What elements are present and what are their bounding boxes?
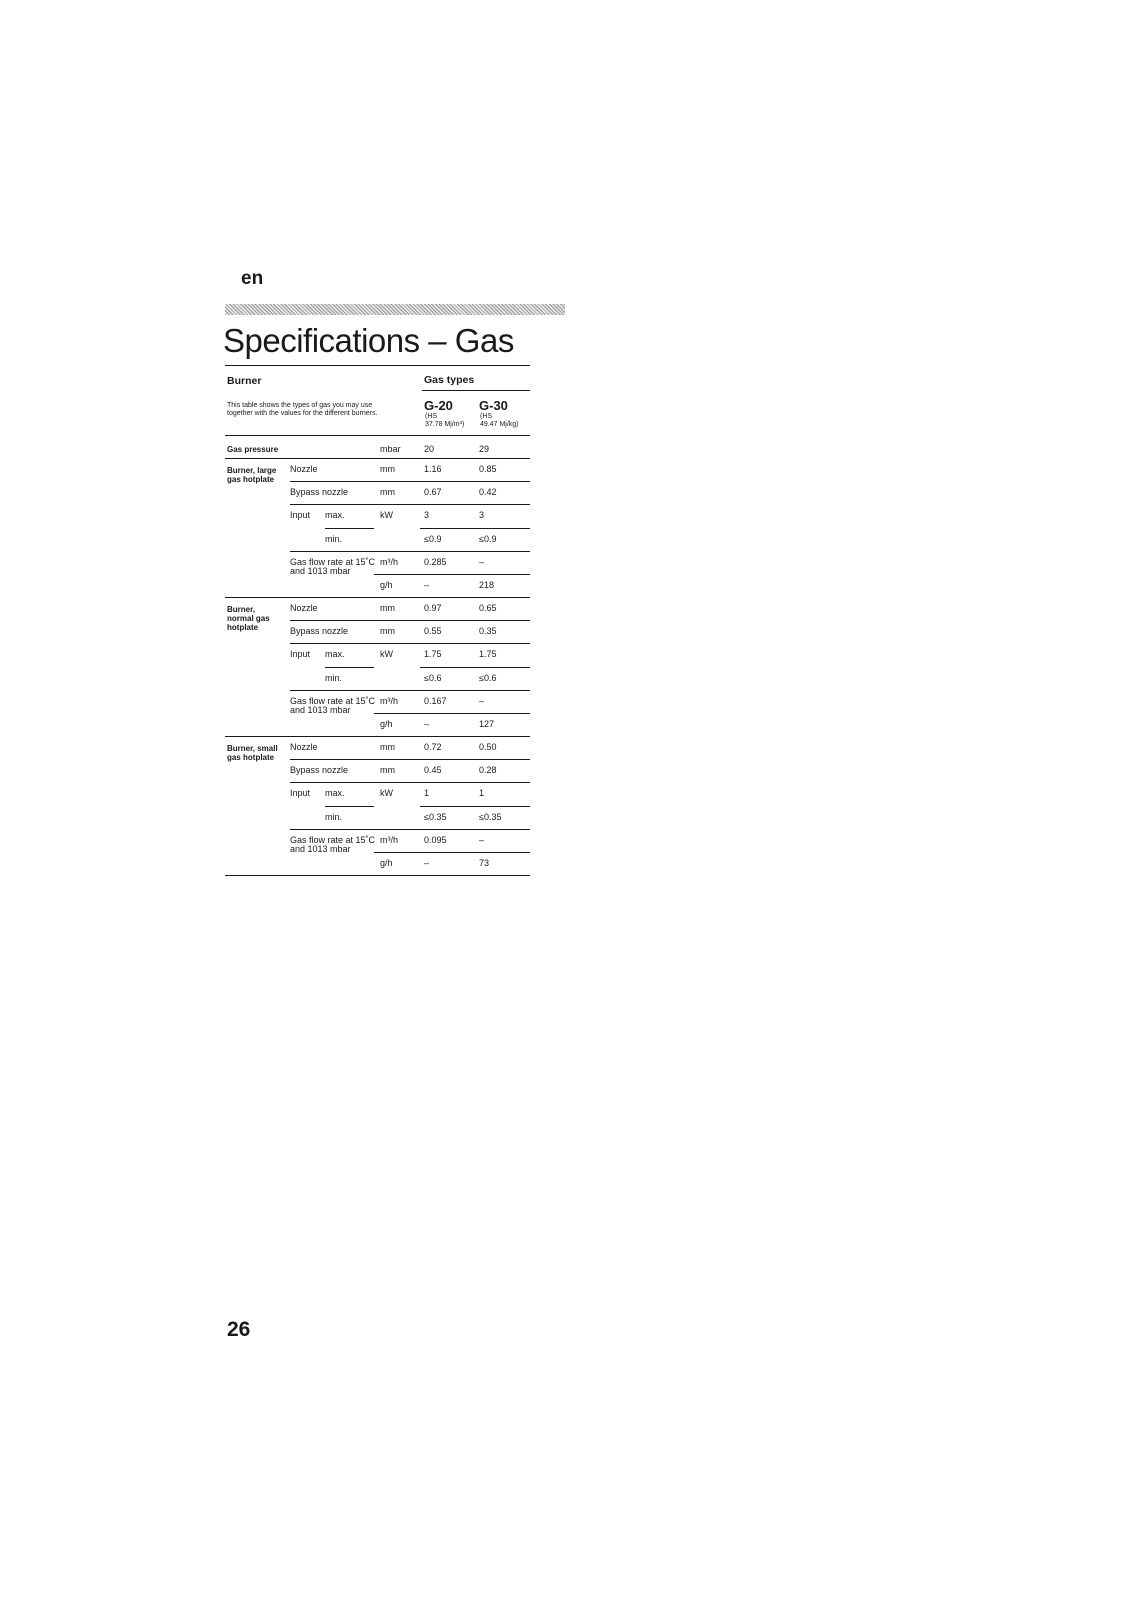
gas-pressure-g20: 20 — [424, 444, 435, 454]
gas-pressure-label: Gas pressure — [227, 445, 279, 454]
input-max-g20-value: 1.75 — [424, 649, 442, 660]
bypass-nozzle-unit: mm — [380, 626, 395, 637]
rule — [374, 574, 530, 575]
input-max-label: max. — [325, 649, 345, 660]
nozzle-label: Nozzle — [290, 603, 318, 613]
gas-g30-hs-label: (HS — [480, 413, 493, 420]
rule — [290, 829, 530, 830]
gas-flow-gh-g20-value: – — [424, 858, 430, 868]
bypass-nozzle-label: Bypass nozzle — [290, 765, 349, 776]
table-intro-line-2: together with the values for the different burners. — [227, 410, 378, 417]
gas-flow-m3h-g30-value: – — [479, 834, 485, 845]
bypass-nozzle-label: Bypass nozzle — [290, 487, 349, 498]
gas-g20-hs-label: (HS — [425, 413, 438, 420]
gas-flow-gh-unit: g/h — [380, 719, 393, 729]
gas-g20-calorific-value: 37.78 Mj/m³) — [425, 421, 465, 428]
rule — [374, 852, 530, 853]
nozzle-unit: mm — [380, 742, 395, 752]
rule — [290, 759, 530, 760]
input-max-unit: kW — [380, 649, 393, 660]
input-max-unit: kW — [380, 510, 393, 521]
bypass-nozzle-g30-value: 0.28 — [479, 765, 497, 776]
bypass-nozzle-g30-value: 0.35 — [479, 626, 497, 637]
burner-name-line: normal gas — [227, 614, 270, 623]
gas-flow-m3h-g20-value: 0.285 — [424, 556, 447, 567]
rule — [290, 620, 530, 621]
gas-flow-gh-g30-value: 127 — [479, 719, 495, 729]
hatched-divider — [225, 304, 565, 315]
gas-flow-label-line-1: Gas flow rate at 15˚C — [290, 695, 376, 706]
page-title: Specifications – Gas — [223, 322, 514, 359]
gas-flow-m3h-unit: m³/h — [380, 695, 398, 706]
input-min-g20-value: ≤0.6 — [424, 672, 442, 683]
gas-flow-m3h-g30-value: – — [479, 556, 485, 567]
burner-name-line: Burner, large — [227, 466, 277, 475]
input-min-label: min. — [325, 533, 343, 544]
input-min-g30-value: ≤0.6 — [479, 672, 497, 683]
gas-flow-label-line-2: and 1013 mbar — [290, 843, 351, 854]
nozzle-label: Nozzle — [290, 742, 318, 752]
input-max-g30-value: 3 — [479, 510, 485, 521]
rule — [290, 782, 530, 783]
gas-flow-m3h-g20-value: 0.095 — [424, 834, 447, 845]
nozzle-g20-value: 1.16 — [424, 464, 442, 474]
burner-name-line: Burner, — [227, 605, 256, 614]
burner-name-line: Burner, small — [227, 744, 278, 753]
input-max-g30-value: 1.75 — [479, 649, 497, 660]
gas-flow-gh-unit: g/h — [380, 858, 393, 868]
gas-flow-label-line-2: and 1013 mbar — [290, 565, 351, 576]
rule — [225, 875, 530, 876]
input-min-g20-value: ≤0.35 — [424, 811, 447, 822]
gas-flow-label-line-1: Gas flow rate at 15˚C — [290, 556, 376, 567]
bypass-nozzle-unit: mm — [380, 487, 395, 498]
gas-types-column-header: Gas types — [424, 374, 475, 386]
table-intro-line-1: This table shows the types of gas you may use — [227, 402, 373, 409]
gas-flow-label-line-1: Gas flow rate at 15˚C — [290, 834, 376, 845]
gas-flow-m3h-unit: m³/h — [380, 834, 398, 845]
gas-flow-m3h-unit: m³/h — [380, 556, 398, 567]
bypass-nozzle-g20-value: 0.67 — [424, 487, 442, 498]
rule — [374, 713, 530, 714]
rule — [290, 690, 530, 691]
gas-pressure-g30: 29 — [479, 444, 490, 454]
gas-types-rule — [422, 390, 530, 391]
nozzle-g30-value: 0.85 — [479, 464, 497, 474]
input-max-unit: kW — [380, 788, 393, 799]
input-min-g30-value: ≤0.35 — [479, 811, 502, 822]
language-code: en — [241, 268, 264, 289]
bypass-nozzle-label: Bypass nozzle — [290, 626, 349, 637]
rule — [225, 597, 530, 598]
gas-type-g30: G-30 — [479, 398, 508, 413]
input-min-g20-value: ≤0.9 — [424, 533, 442, 544]
burner-name-line: gas hotplate — [227, 475, 275, 484]
bypass-nozzle-g30-value: 0.42 — [479, 487, 497, 498]
rule — [420, 667, 530, 668]
gas-flow-gh-g20-value: – — [424, 580, 430, 590]
input-min-g30-value: ≤0.9 — [479, 533, 497, 544]
gas-type-g20: G-20 — [424, 398, 453, 413]
rule — [225, 435, 530, 436]
nozzle-g30-value: 0.65 — [479, 603, 497, 613]
rule — [290, 504, 530, 505]
gas-flow-gh-g30-value: 73 — [479, 858, 490, 868]
input-max-label: max. — [325, 788, 345, 799]
rule — [420, 528, 530, 529]
bypass-nozzle-g20-value: 0.55 — [424, 626, 442, 637]
input-label: Input — [290, 510, 311, 521]
bypass-nozzle-g20-value: 0.45 — [424, 765, 442, 776]
gas-flow-gh-g20-value: – — [424, 719, 430, 729]
rule — [325, 806, 374, 807]
rule — [290, 551, 530, 552]
input-max-g20-value: 1 — [424, 788, 430, 799]
gas-flow-gh-unit: g/h — [380, 580, 393, 590]
rule — [325, 667, 374, 668]
nozzle-g20-value: 0.97 — [424, 603, 442, 613]
nozzle-label: Nozzle — [290, 464, 318, 474]
gas-pressure-unit: mbar — [380, 444, 401, 454]
rule — [290, 481, 530, 482]
page-number: 26 — [227, 1318, 251, 1341]
rule — [325, 528, 374, 529]
gas-flow-label-line-2: and 1013 mbar — [290, 704, 351, 715]
rule — [290, 643, 530, 644]
gas-flow-m3h-g30-value: – — [479, 695, 485, 706]
gas-g30-calorific-value: 49.47 Mj/kg) — [480, 421, 519, 428]
input-label: Input — [290, 788, 311, 799]
input-min-label: min. — [325, 811, 343, 822]
rule — [420, 806, 530, 807]
burner-name-line: gas hotplate — [227, 753, 275, 762]
burner-column-header: Burner — [227, 375, 262, 387]
input-max-label: max. — [325, 510, 345, 521]
gas-flow-m3h-g20-value: 0.167 — [424, 695, 447, 706]
nozzle-g30-value: 0.50 — [479, 742, 497, 752]
burner-name-line: hotplate — [227, 623, 259, 632]
nozzle-unit: mm — [380, 464, 395, 474]
rule — [225, 736, 530, 737]
input-label: Input — [290, 649, 311, 660]
gas-flow-gh-g30-value: 218 — [479, 580, 495, 590]
input-max-g20-value: 3 — [424, 510, 430, 521]
rule — [225, 458, 530, 459]
input-min-label: min. — [325, 672, 343, 683]
nozzle-g20-value: 0.72 — [424, 742, 442, 752]
nozzle-unit: mm — [380, 603, 395, 613]
bypass-nozzle-unit: mm — [380, 765, 395, 776]
input-max-g30-value: 1 — [479, 788, 485, 799]
table-top-rule — [225, 365, 530, 366]
